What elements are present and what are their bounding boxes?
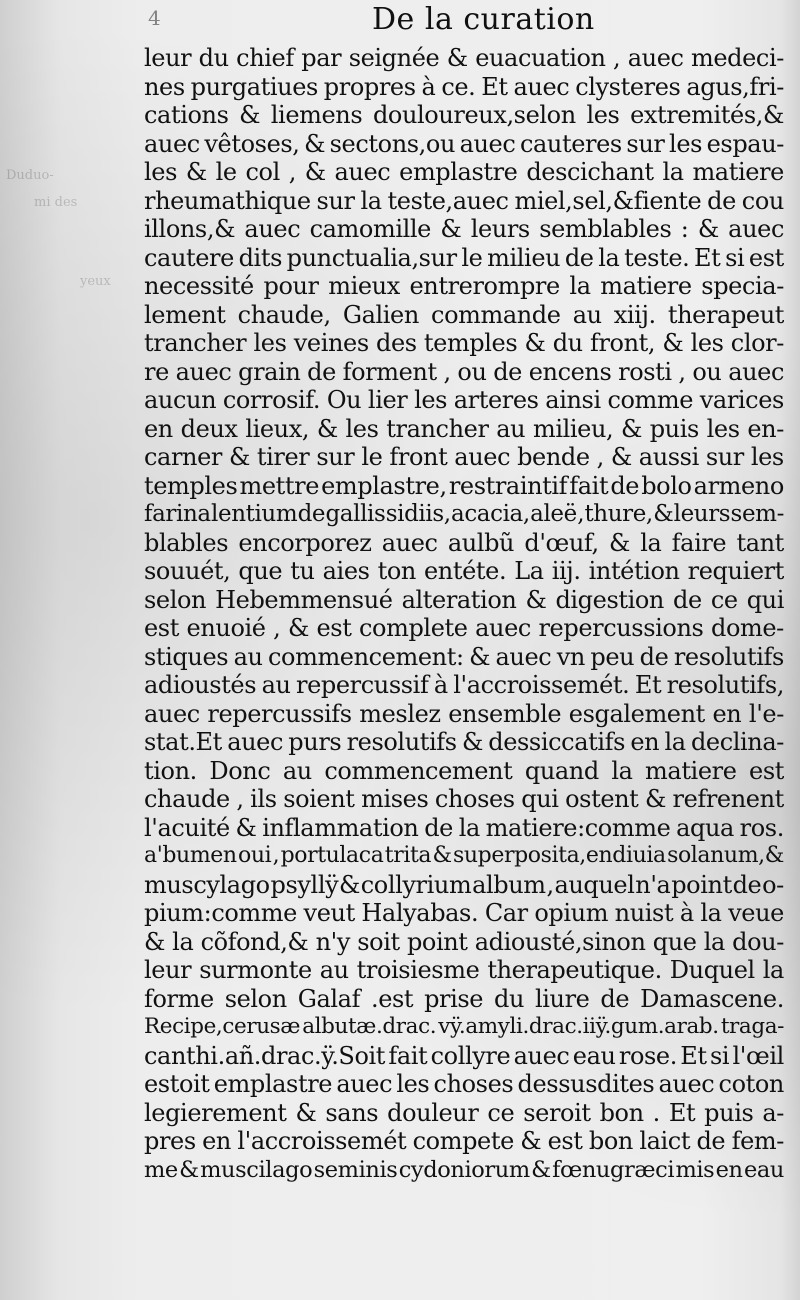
text-line: auec repercussifs meslez ensemble esgalement en l'e- (144, 699, 784, 728)
text-line: a'bumen oui , portulaca trita & superposita,endiuia solanum,& (144, 843, 784, 868)
text-line: re auec grain de forment , ou de encens rosti , ou auec (144, 357, 784, 386)
text-line: stiques au commencement: & auec vn peu de resolutifs (144, 642, 784, 671)
running-head (0, 0, 800, 40)
text-line: Recipe,cerusæ albutæ.drac. vÿ.amyli.drac.iiÿ.gum.arab. traga- (144, 1014, 784, 1039)
text-line: cautere dits punctualia,sur le milieu de la teste. Et si est (144, 243, 784, 272)
text-line: me & muscilago seminis cydoniorum & fœnugræci mis en eau (144, 1156, 784, 1183)
text-line: & la cõfond,& n'y soit point adiousté,sinon que la dou- (144, 927, 784, 956)
text-line: pium:comme veut Halyabas. Car opium nuist à la veue (144, 899, 784, 927)
text-line: estoit emplastre auec les choses dessusdites auec coton (144, 1070, 784, 1098)
text-line: farina lentium de gallis sidiis, acacia, aleë , thure, & leurs sem- (144, 501, 784, 527)
text-line: les & le col , & auec emplastre descichant la matiere (144, 158, 784, 186)
text-line: leur du chief par seignée & euacuation , auec medeci- (144, 44, 784, 72)
text-line: cations & liemens douloureux,selon les extremités,& (144, 101, 784, 129)
text-line: canthi.añ.drac.ÿ.Soit fait collyre auec eau rose. Et si l'œil (144, 1041, 784, 1070)
text-line: necessité pour mieux entrerompre la matiere specia- (144, 272, 784, 300)
text-line: temples mettre emplastre, restraintif fait de bolo armeno (144, 471, 784, 500)
text-line: leur surmonte au troisiesme therapeutique. Duquel la (144, 956, 784, 984)
text-line: rheumathique sur la teste,auec miel,sel,&fiente de cou (144, 186, 784, 215)
text-line: tion. Donc au commencement quand la matiere est (144, 756, 784, 785)
text-line: est enuoié , & est complete auec repercussions dome- (144, 614, 784, 642)
text-line: stat.Et auec purs resolutifs & dessiccatifs en la declina- (144, 728, 784, 756)
margin-bleed-text: mi des (34, 195, 78, 210)
text-line: blables encorporez auec aulbũ d'œuf, & la faire tant (144, 528, 784, 557)
text-line: adioustés au repercussif à l'accroissemét. Et resolutifs, (144, 671, 784, 699)
text-line: pres en l'accroissemét compete & est bon laict de fem- (144, 1127, 784, 1155)
text-line: chaude , ils soient mises choses qui ostent & refrenent (144, 785, 784, 813)
text-line: souuét, que tu aies ton entéte. La iij. intétion requiert (144, 557, 784, 585)
text-line: trancher les veines des temples & du front, & les clor- (144, 329, 784, 357)
margin-bleed-text: yeux (80, 274, 111, 289)
page-number: 4 (148, 6, 161, 30)
text-line: muscylago psyllÿ & collyrium album , auquel n'a point de o- (144, 870, 784, 899)
text-line: l'acuité & inflammation de la matiere:comme aqua ros. (144, 813, 784, 842)
text-line: aucun corrosif. Ou lier les arteres ainsi comme varices (144, 386, 784, 414)
running-title: De la curation (372, 2, 595, 37)
text-line: legierement & sans douleur ce seroit bon . Et puis a- (144, 1098, 784, 1127)
text-line: forme selon Galaf .est prise du liure de Damascene. (144, 984, 784, 1013)
text-line: illons,& auec camomille & leurs semblables : & auec (144, 215, 784, 243)
margin-bleed-text: Duduo- (6, 168, 54, 183)
text-line: lement chaude, Galien commande au xiij. therapeut (144, 300, 784, 329)
text-line: selon Hebemmensué alteration & digestion de ce qui (144, 585, 784, 614)
body-text (144, 44, 784, 1184)
text-line: en deux lieux, & les trancher au milieu, & puis les en- (144, 414, 784, 443)
text-line: nes purgatiues propres à ce. Et auec clysteres agus,fri- (144, 72, 784, 101)
text-line: auec vêtoses, & sectons,ou auec cauteres sur les espau- (144, 129, 784, 158)
text-line: carner & tirer sur le front auec bende , & aussi sur les (144, 443, 784, 471)
